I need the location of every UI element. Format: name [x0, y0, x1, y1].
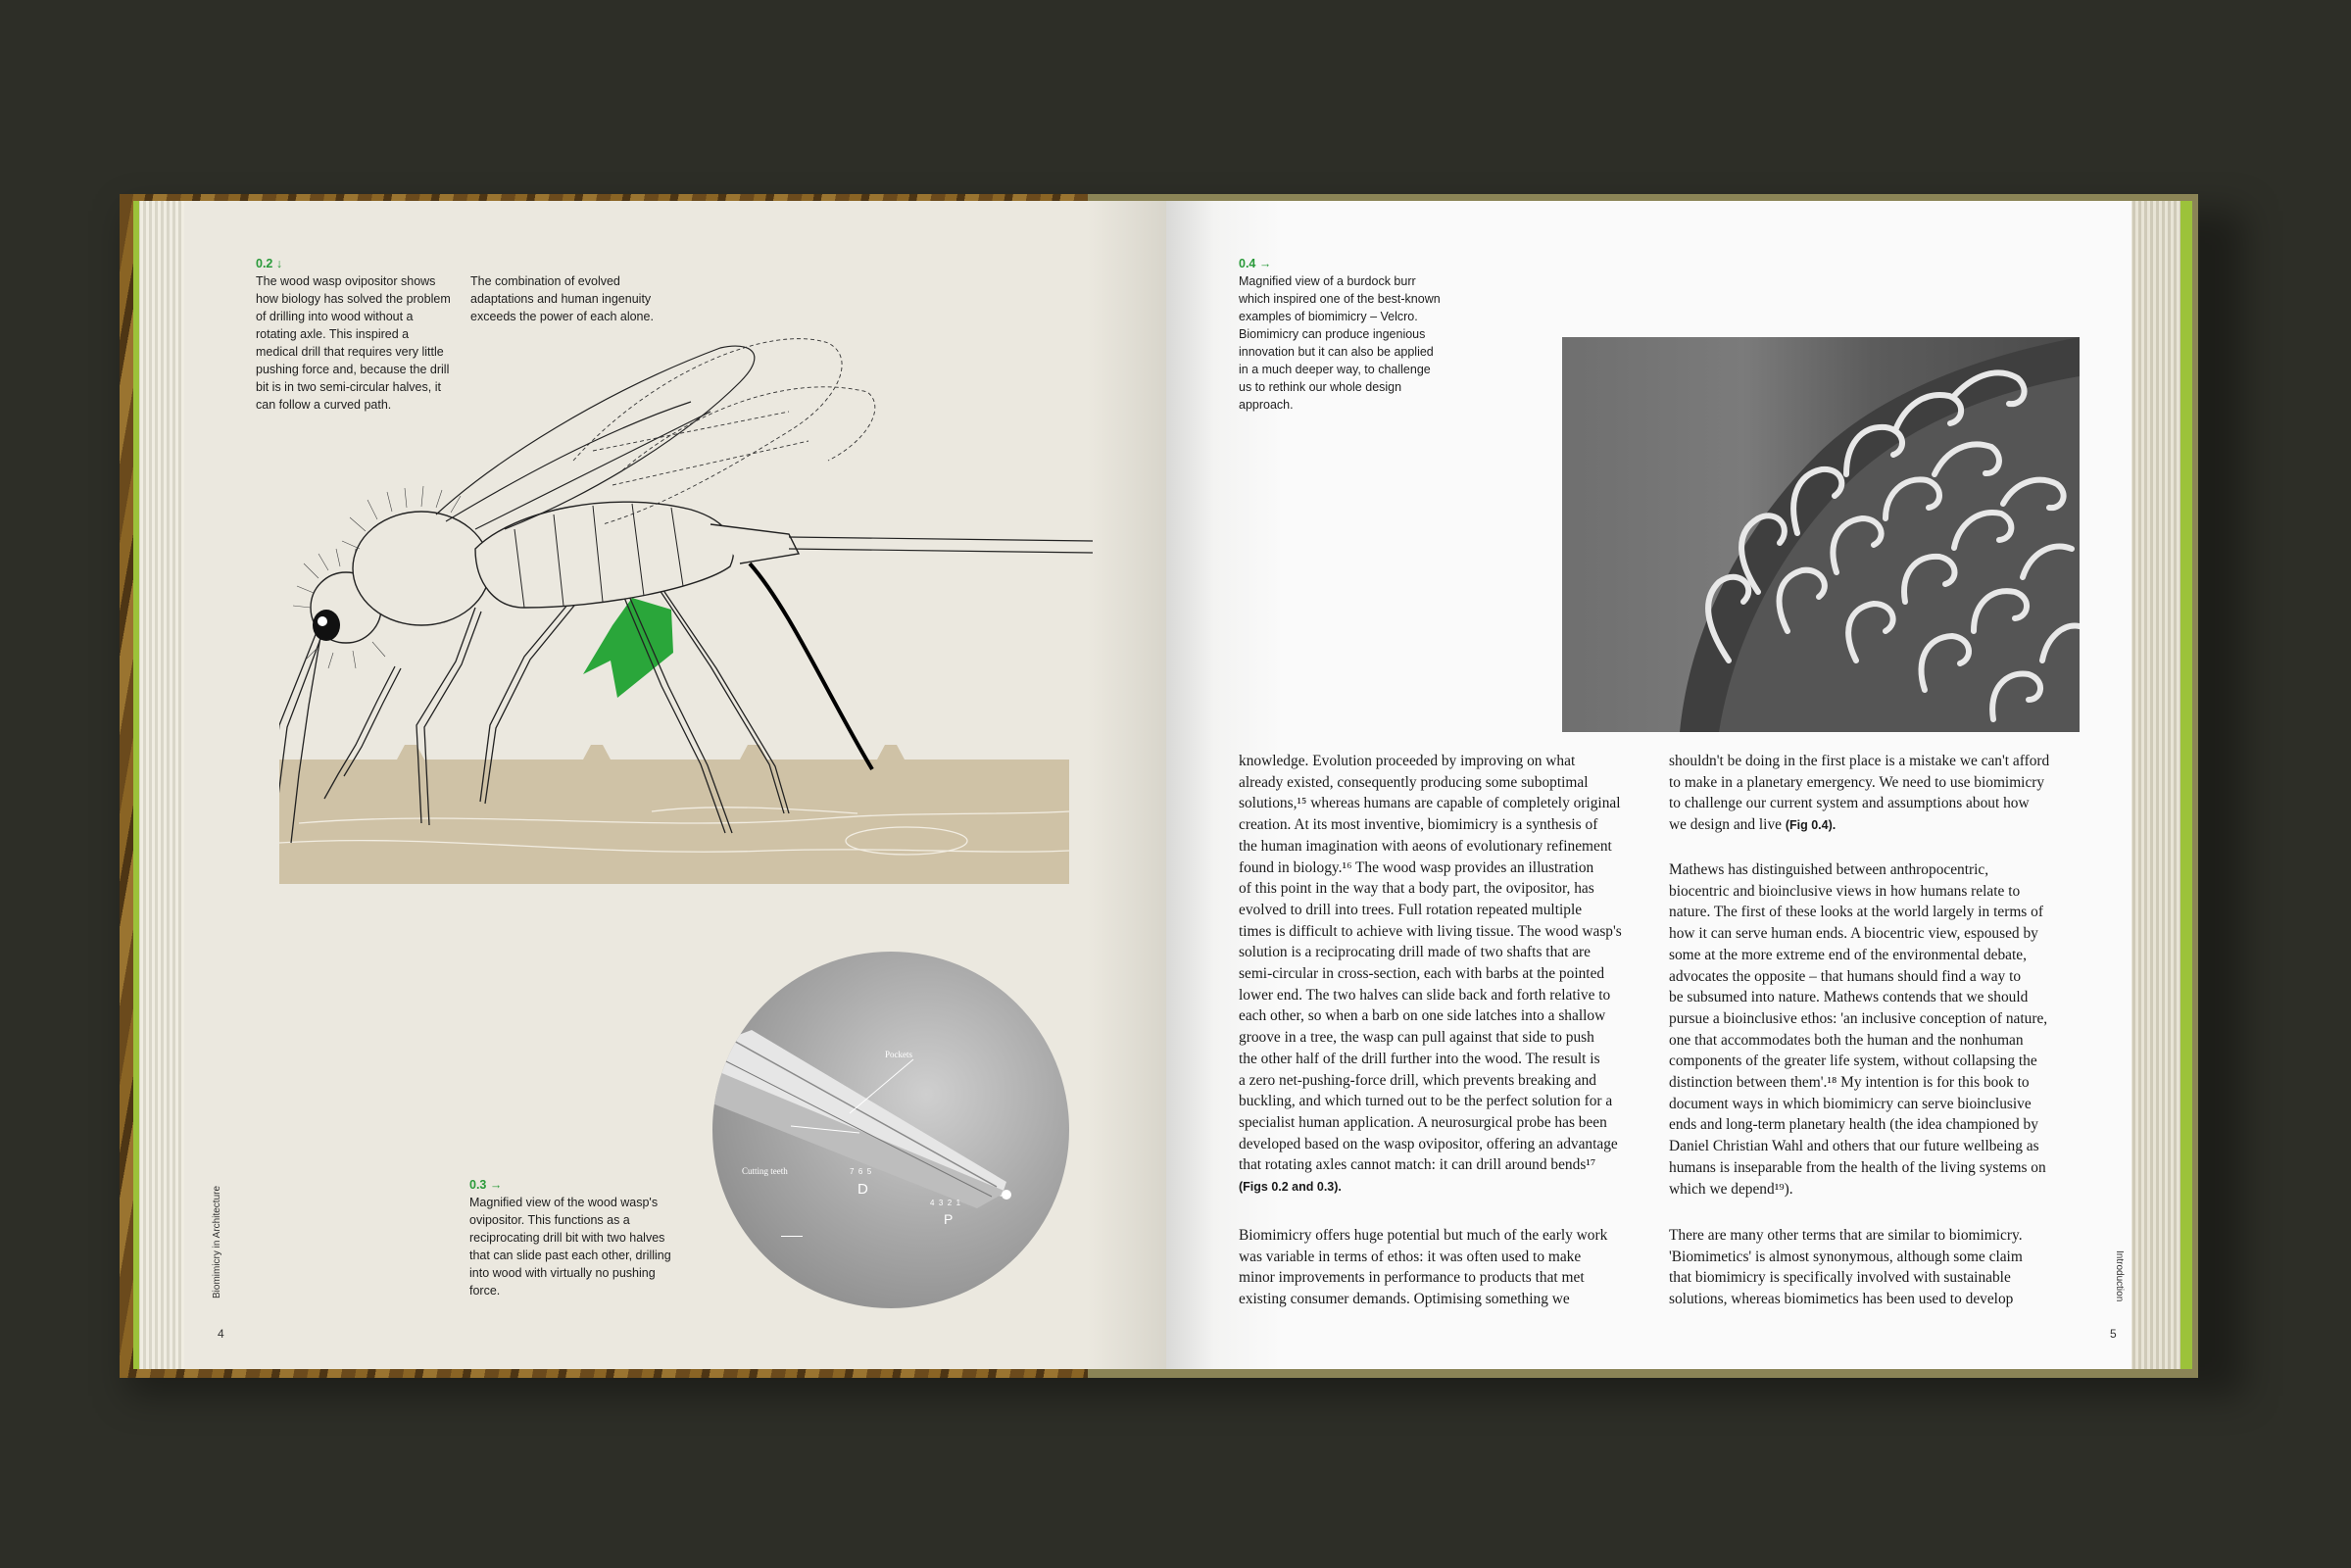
column-1-paragraph-2: Biomimicry offers huge potential but much of the early work was variable in terms of ethos: it was often used to make minor improvements in performance to products that met existing consumer demands. Optimising something we — [1239, 1227, 1608, 1308]
cutting-teeth-label: Cutting teeth — [742, 1166, 788, 1176]
wood-block — [279, 745, 1069, 884]
fig-0-4-caption-block — [1239, 255, 1443, 414]
column-2-paragraph-2: Mathews has distinguished between anthropocentric, biocentric and bioinclusive views in how humans relate to nature. The first of these looks at the world largely in terms of how it can serve human ends. A biocentric view, espoused by some at the more extreme end of the environmental debate, advocates the opposite – that humans should find a way to be subsumed into nature. Mathews contends that we should pursue a bioinclusive ethos: 'an inclusive conception of nature, one that accommodates both the human and the nonhuman components of the greater life system, without collapsing the distinction between them'.¹⁸ My intention is for this book to document ways in which biomimicry can serve bioinclusive ends and long-term planetary health (the idea championed by Daniel Christian Wahl and others that our future wellbeing as humans is inseparable from the health of the living systems on which we depend¹⁹). — [1669, 861, 2048, 1198]
fig-0-2-caption-secondary: The combination of evolved adaptations and human ingenuity exceeds the power of each alone. — [470, 274, 654, 323]
tooth-numbers-upper: 7 6 5 — [850, 1167, 872, 1176]
endpaper-edge-right — [2180, 201, 2192, 1369]
left-running-head: Biomimicry in Architecture — [212, 1185, 222, 1298]
fig-0-3-caption: Magnified view of the wood wasp's ovipositor. This functions as a reciprocating drill bit with two halves that can slide past each other, drilling into wood with virtually no pushing force. — [469, 1196, 671, 1298]
fig-0-2-caption: The wood wasp ovipositor shows how biology has solved the problem of drilling into wood without a rotating axle. This inspired a medical drill that requires very little pushing force and, because the drill bit is in two semi-circular halves, it can follow a curved path. — [256, 274, 451, 412]
burdock-burr-micrograph — [1562, 337, 2080, 732]
left-folio: 4 — [218, 1327, 224, 1341]
p-marker-label: P — [944, 1211, 954, 1227]
right-folio: 5 — [2110, 1327, 2117, 1341]
column-1-figure-reference: (Figs 0.2 and 0.3). — [1239, 1180, 1342, 1195]
ovipositor-micrograph — [712, 952, 1069, 1308]
tooth-numbers-lower: 4 3 2 1 — [930, 1199, 961, 1207]
page-edges-left — [137, 201, 184, 1369]
fig-0-3-label: 0.3 → — [469, 1178, 503, 1192]
fig-0-3-caption-block — [469, 1176, 675, 1299]
body-column-2 — [1669, 751, 2100, 837]
page-edges-right — [2127, 201, 2185, 1369]
fig-0-4-caption: Magnified view of a burdock burr which inspired one of the best-known examples of biomimicry – Velcro. Biomimicry can produce ingenious innovation but it can also be applied in a much deeper way, to challenge us to rethink our whole design approach. — [1239, 274, 1441, 412]
column-2-figure-reference: (Fig 0.4). — [1785, 818, 1837, 833]
column-2-paragraph-3: There are many other terms that are similar to biomimicry. 'Biomimetics' is almost synonymous, although some claim that biomimicry is specifically involved with sustainable solutions, whereas biomimetics has been used to develop — [1669, 1227, 2023, 1308]
fig-0-4-label: 0.4 → — [1239, 257, 1272, 270]
fig-0-2-label: 0.2 ↓ — [256, 257, 283, 270]
column-2-paragraph-1: shouldn't be doing in the first place is a mistake we can't afford to make in a planetary emergency. We need to use biomimicry to challenge our current system and assumptions about how we design and live — [1669, 753, 2050, 834]
scale-bar — [781, 1236, 803, 1237]
wood-wasp-illustration — [279, 314, 1093, 892]
column-1-paragraph-1: knowledge. Evolution proceeded by improving on what already existed, consequently producing some suboptimal solutions,¹⁵ whereas humans are capable of completely original creation. At its most inventive, biomimicry is a synthesis of the human imagination with aeons of evolutionary refinement found in biology.¹⁶ The wood wasp provides an illustration of this point in the way that a body part, the ovipositor, has evolved to drill into trees. Full rotation repeated multiple times is difficult to achieve with living tissue. The wood wasp's solution is a reciprocating drill made of two shafts that are semi-circular in cross-section, each with barbs at the pointed lower end. The two halves can slide back and forth relative to each other, so when a barb on one side latches into a shallow groove in a tree, the wasp can pull against that side to push the other half of the drill further into the wood. The result is a zero net-pushing-force drill, which prevents breaking and buckling, and which turned out to be the perfect solution for a specialist human application. A neurosurgical probe has been developed based on the wasp ovipositor, offering an advantage that rotating axles cannot match: it can drill around bends¹⁷ — [1239, 753, 1622, 1174]
pockets-label: Pockets — [885, 1050, 912, 1059]
right-running-head: Introduction — [2114, 1250, 2125, 1302]
d-marker-label: D — [857, 1181, 868, 1198]
body-column-1 — [1239, 751, 1660, 1199]
endpaper-edge-left — [133, 201, 139, 1369]
